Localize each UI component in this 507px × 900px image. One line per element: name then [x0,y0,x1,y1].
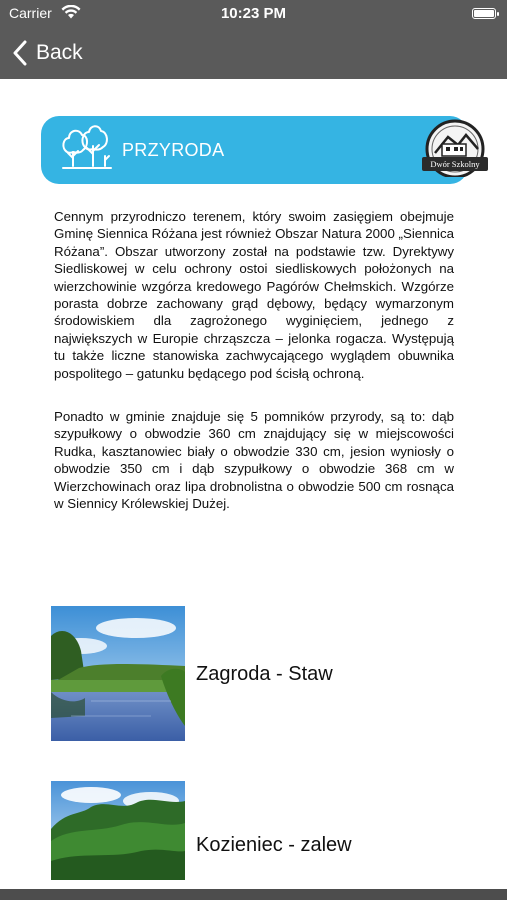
place-title: Kozieniec - zalew [196,834,352,856]
section-banner [41,116,468,184]
trees-icon [59,122,115,178]
clock: 10:23 PM [220,5,287,22]
place-thumbnail-pond [51,606,185,741]
place-thumbnail-forest [51,781,185,880]
back-button[interactable] [12,36,83,70]
chevron-left-icon [12,40,28,66]
place-item-kozieniec-zalew[interactable] [51,781,507,881]
navigation-bar [0,0,507,79]
back-label: Back [36,41,83,64]
status-bar [0,0,507,30]
description-paragraph-1: Cennym przyrodniczo terenem, który swoim zasięgiem obejmuje Gminę Siennica Różana jest również Obszar Natura 2000 „Siennica Różana”. Obszar utworzony został na podstawie tzw. Dyrektywy Siedliskowej w celu ochrony ostoi siedliskowych położonych na wierzchowinie wzgórza kredowego Pagórów Chełmskich. Wzgórze porasta dobrze zachowany grąd dębowy, będący wymarzonym środowiskiem dla zagrożonego wyginięciem, jednego z największych w Europie chrząszcza – jelonka rogacza. Występują tu także liczne stanowiska zachwycającego wyglądem obuwnika pospolitego – gatunku będącego pod ścisłą ochroną. [54,209,454,381]
carrier-label: Carrier [9,5,52,21]
battery-icon [472,8,496,19]
place-item-zagroda-staw[interactable] [51,606,507,741]
place-title: Zagroda - Staw [196,663,333,685]
bottom-bar [0,889,507,900]
description-paragraph-2: Ponadto w gminie znajduje się 5 pomników przyrody, są to: dąb szypułkowy o obwodzie 360 cm znajdujący się w miejscowości Rudka, kasztanowiec biały o obwodzie 330 cm, jesion wyniosły o obwodzie 350 cm i dąb szypułkowy o obwodzie 368 cm w Wierzchowinach oraz lipa drobnolistna o obwodzie 500 cm rosnąca w Siennicy Królewskiej Dużej. [54,409,454,512]
section-title: PRZYRODA [122,140,225,160]
logo-label: Dwór Szkolny [422,157,488,171]
